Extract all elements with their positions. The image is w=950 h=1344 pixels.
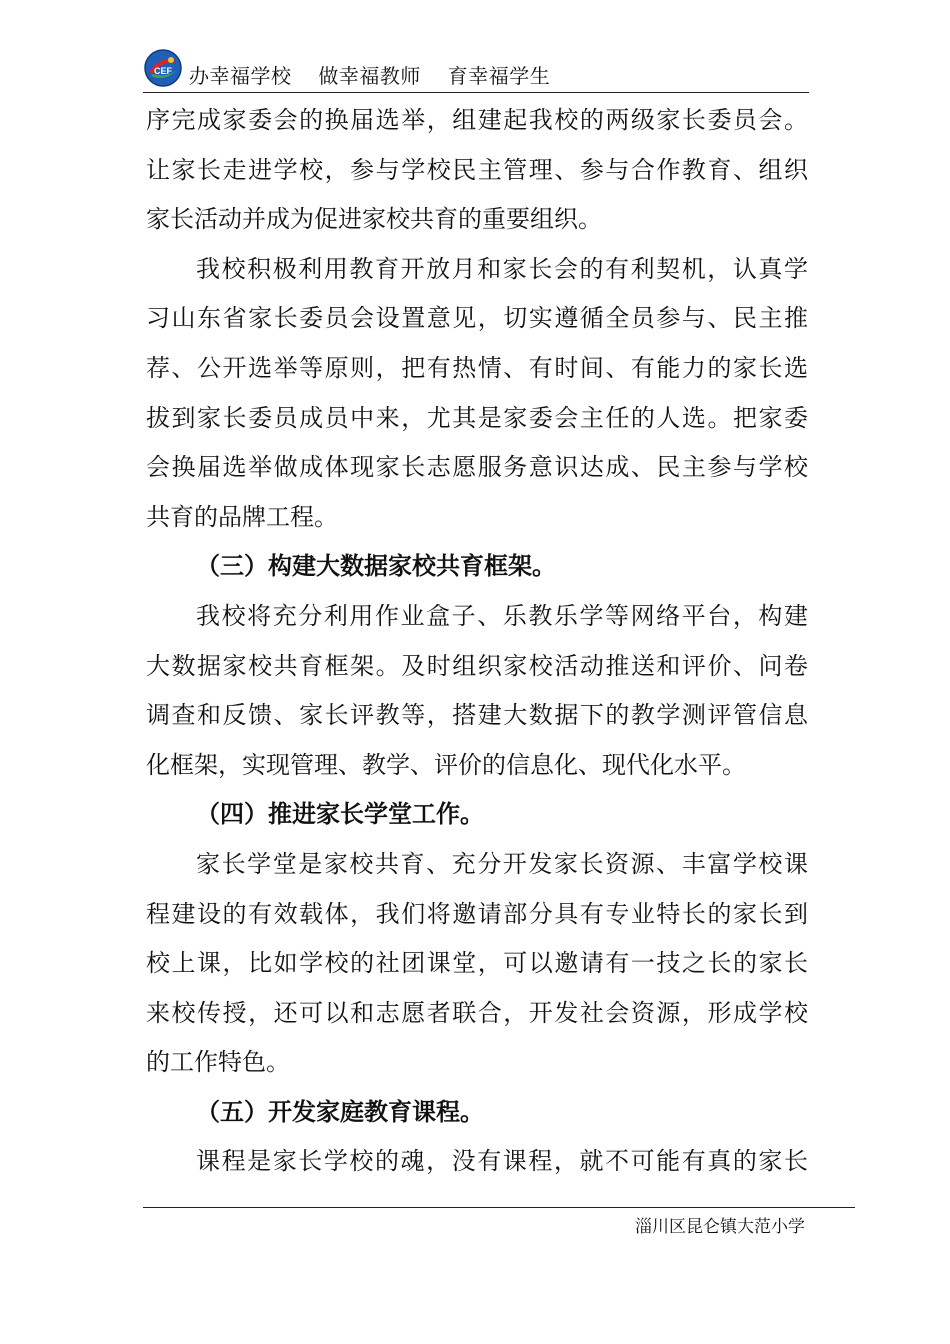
section-heading: （五）开发家庭教育课程。 <box>196 1097 484 1126</box>
text-line: 调查和反馈、家长评教等，搭建大数据下的教学测评管信息 <box>146 701 808 730</box>
text-line: 来校传授，还可以和志愿者联合，开发社会资源，形成学校 <box>146 998 808 1027</box>
motto-item: 办幸福学校 <box>189 64 292 88</box>
text-line: 让家长走进学校，参与学校民主管理、参与合作教育、组织 <box>146 155 808 184</box>
text-line: 课程是家长学校的魂，没有课程，就不可能有真的家长 <box>196 1147 808 1176</box>
section-heading: （四）推进家长学堂工作。 <box>196 800 484 829</box>
text-line: 会换届选举做成体现家长志愿服务意识达成、民主参与学校 <box>146 453 808 482</box>
text-line: 习山东省家长委员会设置意见，切实遵循全员参与、民主推 <box>146 304 808 333</box>
page-header <box>143 48 809 94</box>
text-line: 家长学堂是家校共育、充分开发家长资源、丰富学校课 <box>196 849 808 878</box>
text-line: 我校积极利用教育开放月和家长会的有利契机，认真学 <box>196 254 808 283</box>
school-logo <box>143 48 183 88</box>
motto-item: 做幸福教师 <box>318 64 421 88</box>
text-line: 程建设的有效载体，我们将邀请部分具有专业特长的家长到 <box>146 899 808 928</box>
logo-text: CEF <box>154 66 172 76</box>
footer-school-name: 淄川区昆仑镇大范小学 <box>635 1217 805 1237</box>
logo-dot <box>168 57 174 63</box>
text-line: 家长活动并成为促进家校共育的重要组织。 <box>146 205 602 234</box>
section-heading: （三）构建大数据家校共育框架。 <box>196 552 556 581</box>
text-line: 拔到家长委员成员中来，尤其是家委会主任的人选。把家委 <box>146 403 808 432</box>
text-line: 大数据家校共育框架。及时组织家校活动推送和评价、问卷 <box>146 651 808 680</box>
footer-divider <box>143 1207 855 1208</box>
text-line: 序完成家委会的换届选举，组建起我校的两级家长委员会。 <box>146 106 808 134</box>
document-body <box>146 96 808 1187</box>
school-motto <box>189 60 570 89</box>
text-line: 共育的品牌工程。 <box>146 502 338 531</box>
text-line: 的工作特色。 <box>146 1048 290 1077</box>
text-line: 校上课，比如学校的社团课堂，可以邀请有一技之长的家长 <box>146 949 808 978</box>
motto-item: 育幸福学生 <box>447 64 551 88</box>
text-line: 荐、公开选举等原则，把有热情、有时间、有能力的家长选 <box>146 353 808 382</box>
text-line: 我校将充分利用作业盒子、乐教乐学等网络平台，构建 <box>196 601 808 630</box>
header-divider <box>143 92 809 93</box>
text-line: 化框架，实现管理、教学、评价的信息化、现代化水平。 <box>146 750 746 779</box>
